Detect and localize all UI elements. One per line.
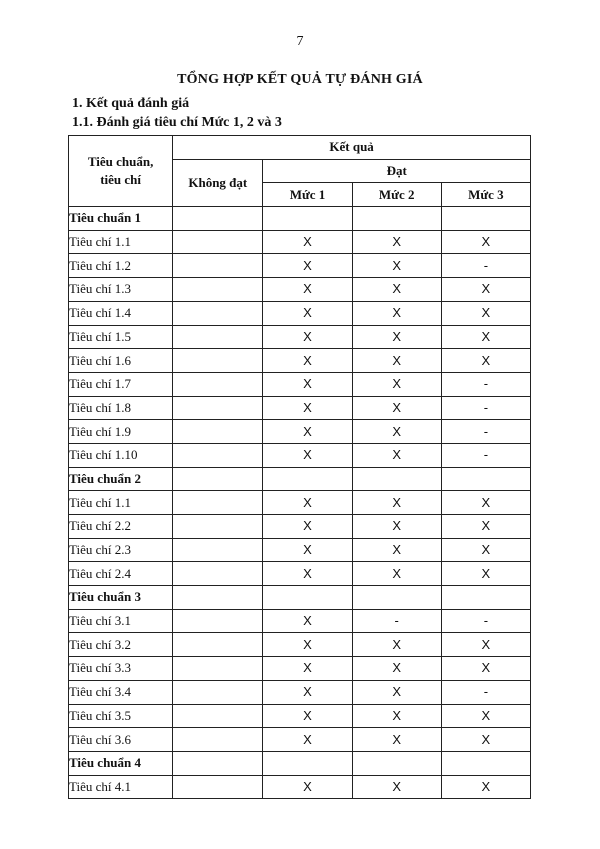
level1-cell: X [263, 515, 352, 539]
level1-cell: X [263, 325, 352, 349]
level1-header: Mức 1 [263, 183, 352, 207]
level3-cell: X [441, 775, 530, 799]
criterion-name: Tiêu chí 1.2 [69, 254, 173, 278]
result-header: Kết quả [173, 136, 531, 160]
level2-cell: X [352, 420, 441, 444]
criterion-name: Tiêu chí 1.1 [69, 230, 173, 254]
criterion-name: Tiêu chí 3.3 [69, 657, 173, 681]
level3-cell: X [441, 538, 530, 562]
level3-cell: X [441, 633, 530, 657]
level2-cell: X [352, 562, 441, 586]
criterion-row [69, 704, 531, 728]
criterion-row [69, 515, 531, 539]
not-passed-cell [173, 633, 263, 657]
level1-cell: X [263, 396, 352, 420]
not-passed-cell [173, 775, 263, 799]
level3-cell: - [441, 420, 530, 444]
page-title: TỔNG HỢP KẾT QUẢ TỰ ĐÁNH GIÁ [177, 72, 423, 87]
level3-cell: X [441, 349, 530, 373]
criterion-row [69, 254, 531, 278]
criterion-name: Tiêu chuẩn 1 [69, 207, 173, 231]
criterion-name: Tiêu chí 2.4 [69, 562, 173, 586]
criterion-name: Tiêu chí 3.6 [69, 728, 173, 752]
not-passed-cell [173, 562, 263, 586]
level2-cell: X [352, 680, 441, 704]
level2-cell: X [352, 633, 441, 657]
criterion-row [69, 562, 531, 586]
criterion-name: Tiêu chí 1.1 [69, 491, 173, 515]
criterion-name: Tiêu chí 1.7 [69, 372, 173, 396]
level1-cell: X [263, 349, 352, 373]
section-heading: 1. Kết quả đánh giá [72, 96, 190, 111]
criterion-name: Tiêu chí 1.10 [69, 443, 173, 467]
standard-row [69, 467, 531, 491]
criterion-row [69, 775, 531, 799]
level3-cell: X [441, 562, 530, 586]
standard-row [69, 586, 531, 610]
not-passed-cell [173, 751, 263, 775]
level3-cell: X [441, 301, 530, 325]
not-passed-cell [173, 443, 263, 467]
level2-cell: X [352, 396, 441, 420]
criterion-row [69, 372, 531, 396]
level3-cell: X [441, 728, 530, 752]
level3-cell: X [441, 278, 530, 302]
level3-cell [441, 467, 530, 491]
level3-header: Mức 3 [441, 183, 530, 207]
criterion-row [69, 301, 531, 325]
criterion-name: Tiêu chí 1.9 [69, 420, 173, 444]
level1-cell: X [263, 609, 352, 633]
level1-cell: X [263, 443, 352, 467]
level1-cell: X [263, 704, 352, 728]
level1-cell [263, 467, 352, 491]
not-passed-cell [173, 657, 263, 681]
criterion-row [69, 349, 531, 373]
level2-cell: X [352, 349, 441, 373]
criterion-name: Tiêu chí 1.4 [69, 301, 173, 325]
level2-cell [352, 586, 441, 610]
criterion-row [69, 657, 531, 681]
not-passed-cell [173, 609, 263, 633]
level2-cell [352, 207, 441, 231]
level2-cell: X [352, 278, 441, 302]
level2-cell [352, 467, 441, 491]
level2-cell: - [352, 609, 441, 633]
level3-cell: - [441, 396, 530, 420]
level3-cell: - [441, 680, 530, 704]
not-passed-cell [173, 396, 263, 420]
criterion-row [69, 396, 531, 420]
level1-cell: X [263, 372, 352, 396]
level2-cell: X [352, 301, 441, 325]
not-passed-cell [173, 254, 263, 278]
not-passed-cell [173, 728, 263, 752]
level1-cell: X [263, 301, 352, 325]
level1-cell [263, 586, 352, 610]
criteria-header-line1: Tiêu chuẩn, [87, 154, 154, 170]
criteria-header-line2: tiêu chí [100, 172, 142, 188]
not-passed-cell [173, 230, 263, 254]
not-passed-header: Không đạt [173, 159, 263, 206]
level2-cell: X [352, 538, 441, 562]
not-passed-cell [173, 301, 263, 325]
criterion-row [69, 230, 531, 254]
not-passed-cell [173, 420, 263, 444]
criterion-row [69, 325, 531, 349]
criterion-name: Tiêu chuẩn 3 [69, 586, 173, 610]
results-table-body [69, 207, 531, 799]
level1-cell: X [263, 278, 352, 302]
not-passed-cell [173, 586, 263, 610]
level1-cell: X [263, 562, 352, 586]
not-passed-cell [173, 372, 263, 396]
criterion-row [69, 538, 531, 562]
criterion-name: Tiêu chí 3.5 [69, 704, 173, 728]
criterion-name: Tiêu chí 1.5 [69, 325, 173, 349]
level1-cell: X [263, 491, 352, 515]
level1-cell: X [263, 230, 352, 254]
criterion-row [69, 420, 531, 444]
criterion-row [69, 443, 531, 467]
level2-cell: X [352, 775, 441, 799]
not-passed-cell [173, 538, 263, 562]
criterion-row [69, 633, 531, 657]
level2-header: Mức 2 [352, 183, 441, 207]
level1-cell: X [263, 657, 352, 681]
level3-cell: - [441, 372, 530, 396]
level3-cell [441, 751, 530, 775]
level1-cell: X [263, 728, 352, 752]
level2-cell: X [352, 515, 441, 539]
level3-cell: X [441, 230, 530, 254]
level2-cell: X [352, 728, 441, 752]
criterion-row [69, 609, 531, 633]
criteria-header [69, 136, 173, 207]
criterion-name: Tiêu chí 3.4 [69, 680, 173, 704]
not-passed-cell [173, 680, 263, 704]
criterion-name: Tiêu chuẩn 4 [69, 751, 173, 775]
level3-cell: - [441, 254, 530, 278]
level3-cell: X [441, 515, 530, 539]
criterion-name: Tiêu chí 1.8 [69, 396, 173, 420]
criterion-row [69, 491, 531, 515]
level1-cell: X [263, 775, 352, 799]
standard-row [69, 207, 531, 231]
level2-cell: X [352, 704, 441, 728]
level1-cell: X [263, 254, 352, 278]
level2-cell: X [352, 657, 441, 681]
level1-cell: X [263, 538, 352, 562]
page-number: 7 [296, 34, 304, 49]
level1-cell: X [263, 680, 352, 704]
criterion-name: Tiêu chuẩn 2 [69, 467, 173, 491]
level3-cell: - [441, 443, 530, 467]
level1-cell [263, 751, 352, 775]
level3-cell [441, 586, 530, 610]
criterion-name: Tiêu chí 2.2 [69, 515, 173, 539]
level3-cell: - [441, 609, 530, 633]
not-passed-cell [173, 278, 263, 302]
criterion-name: Tiêu chí 1.6 [69, 349, 173, 373]
header-row-1 [69, 136, 531, 160]
not-passed-cell [173, 207, 263, 231]
not-passed-cell [173, 515, 263, 539]
not-passed-cell [173, 349, 263, 373]
passed-header: Đạt [263, 159, 531, 183]
level2-cell [352, 751, 441, 775]
level3-cell: X [441, 704, 530, 728]
level2-cell: X [352, 443, 441, 467]
level3-cell [441, 207, 530, 231]
level2-cell: X [352, 230, 441, 254]
level3-cell: X [441, 657, 530, 681]
level2-cell: X [352, 325, 441, 349]
criterion-name: Tiêu chí 1.3 [69, 278, 173, 302]
level2-cell: X [352, 254, 441, 278]
not-passed-cell [173, 467, 263, 491]
not-passed-cell [173, 491, 263, 515]
criterion-name: Tiêu chí 4.1 [69, 775, 173, 799]
not-passed-cell [173, 704, 263, 728]
criterion-row [69, 728, 531, 752]
level1-cell [263, 207, 352, 231]
criterion-row [69, 278, 531, 302]
standard-row [69, 751, 531, 775]
subsection-heading: 1.1. Đánh giá tiêu chí Mức 1, 2 và 3 [72, 115, 282, 130]
criterion-row [69, 680, 531, 704]
criterion-name: Tiêu chí 2.3 [69, 538, 173, 562]
level3-cell: X [441, 325, 530, 349]
level1-cell: X [263, 633, 352, 657]
level2-cell: X [352, 491, 441, 515]
criterion-name: Tiêu chí 3.1 [69, 609, 173, 633]
level1-cell: X [263, 420, 352, 444]
level2-cell: X [352, 372, 441, 396]
results-table [68, 135, 531, 799]
level3-cell: X [441, 491, 530, 515]
criterion-name: Tiêu chí 3.2 [69, 633, 173, 657]
not-passed-cell [173, 325, 263, 349]
